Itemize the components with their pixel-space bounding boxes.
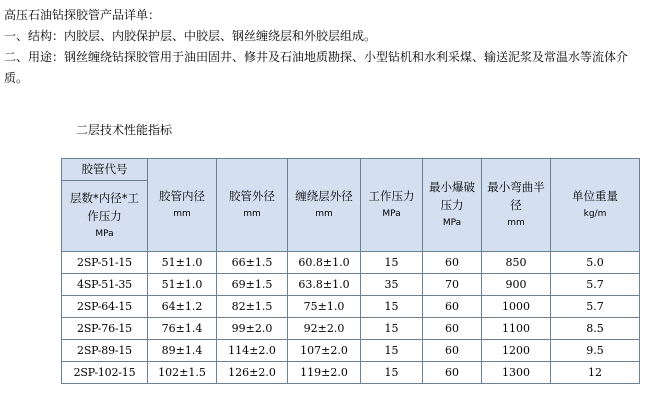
header-bend-radius (482, 159, 551, 252)
cell-burst-pressure: 60 (423, 296, 482, 318)
header-winding-od-unit: mm (315, 209, 333, 219)
intro-structure: 一、结构：内胶层、内胶保护层、中胶层、钢丝缠绕层和外胶层组成。 (4, 29, 377, 43)
header-burst-pressure-label-1: 最小爆破 (429, 180, 475, 194)
header-outer-diameter-unit: mm (243, 209, 261, 219)
header-burst-pressure-unit: MPa (442, 218, 462, 228)
cell-winding-od: 63.8±1.0 (288, 274, 361, 296)
cell-outer-diameter: 114±2.0 (217, 340, 288, 362)
header-bend-radius-label-2: 径 (510, 198, 522, 212)
header-unit-weight-label: 单位重量 (572, 189, 618, 203)
header-outer-diameter-label: 胶管外径 (229, 189, 275, 203)
header-working-pressure-label: 工作压力 (368, 189, 415, 203)
cell-code: 2SP-89-15 (62, 340, 148, 362)
header-winding-od (288, 159, 361, 252)
cell-code: 2SP-102-15 (62, 362, 148, 384)
intro-title: 高压石油钻探胶管产品详单： (4, 8, 161, 22)
table-row (62, 252, 640, 274)
table-caption: 二层技术性能指标 (76, 123, 173, 137)
header-code-sub-unit: MPa (95, 229, 114, 239)
cell-inner-diameter: 76±1.4 (148, 318, 217, 340)
header-code-sub-2: 作压力 (87, 209, 122, 223)
cell-winding-od: 92±2.0 (288, 318, 361, 340)
cell-outer-diameter: 99±2.0 (217, 318, 288, 340)
cell-unit-weight: 5.7 (551, 296, 640, 318)
header-code-sub (62, 181, 148, 252)
header-working-pressure (361, 159, 423, 252)
cell-winding-od: 75±1.0 (288, 296, 361, 318)
header-working-pressure-unit: MPa (382, 209, 401, 219)
table-row (62, 318, 640, 340)
cell-working-pressure: 15 (361, 340, 423, 362)
table-row (62, 340, 640, 362)
cell-working-pressure: 15 (361, 296, 423, 318)
cell-inner-diameter: 51±1.0 (148, 252, 217, 274)
header-winding-od-label: 缠绕层外径 (295, 189, 353, 203)
spec-table (61, 158, 640, 384)
cell-bend-radius: 1000 (482, 296, 551, 318)
cell-bend-radius: 1200 (482, 340, 551, 362)
cell-bend-radius: 1300 (482, 362, 551, 384)
cell-winding-od: 60.8±1.0 (288, 252, 361, 274)
cell-outer-diameter: 66±1.5 (217, 252, 288, 274)
cell-bend-radius: 1100 (482, 318, 551, 340)
cell-burst-pressure: 60 (423, 252, 482, 274)
cell-outer-diameter: 126±2.0 (217, 362, 288, 384)
cell-unit-weight: 5.0 (551, 252, 640, 274)
cell-working-pressure: 15 (361, 318, 423, 340)
header-inner-diameter-unit: mm (173, 209, 191, 219)
cell-inner-diameter: 51±1.0 (148, 274, 217, 296)
cell-code: 4SP-51-35 (62, 274, 148, 296)
cell-unit-weight: 12 (551, 362, 640, 384)
cell-code: 2SP-51-15 (62, 252, 148, 274)
cell-code: 2SP-76-15 (62, 318, 148, 340)
header-code-top: 胶管代号 (62, 159, 148, 181)
cell-winding-od: 107±2.0 (288, 340, 361, 362)
header-bend-radius-unit: mm (507, 218, 525, 228)
cell-bend-radius: 850 (482, 252, 551, 274)
header-bend-radius-label-1: 最小弯曲半 (487, 180, 545, 194)
table-row (62, 296, 640, 318)
header-code-sub-1: 层数*内径*工 (70, 191, 139, 205)
header-unit-weight-unit: kg/m (583, 209, 607, 219)
header-burst-pressure (423, 159, 482, 252)
intro-usage: 二、用途：钢丝缠绕钻探胶管用于油田固井、修井及石油地质勘探、小型钻机和水利采煤、输送泥浆及常温水等流体介质。 (4, 50, 629, 85)
cell-bend-radius: 900 (482, 274, 551, 296)
cell-burst-pressure: 60 (423, 318, 482, 340)
cell-inner-diameter: 64±1.2 (148, 296, 217, 318)
cell-working-pressure: 15 (361, 252, 423, 274)
cell-burst-pressure: 60 (423, 340, 482, 362)
cell-inner-diameter: 89±1.4 (148, 340, 217, 362)
cell-outer-diameter: 82±1.5 (217, 296, 288, 318)
product-intro (4, 5, 650, 89)
header-unit-weight (551, 159, 640, 252)
cell-burst-pressure: 70 (423, 274, 482, 296)
cell-outer-diameter: 69±1.5 (217, 274, 288, 296)
header-burst-pressure-label-2: 压力 (440, 198, 464, 212)
table-row (62, 362, 640, 384)
cell-code: 2SP-64-15 (62, 296, 148, 318)
cell-working-pressure: 35 (361, 274, 423, 296)
cell-unit-weight: 9.5 (551, 340, 640, 362)
header-inner-diameter (148, 159, 217, 252)
cell-working-pressure: 15 (361, 362, 423, 384)
cell-winding-od: 119±2.0 (288, 362, 361, 384)
cell-unit-weight: 5.7 (551, 274, 640, 296)
table-row (62, 274, 640, 296)
cell-burst-pressure: 60 (423, 362, 482, 384)
cell-unit-weight: 8.5 (551, 318, 640, 340)
header-outer-diameter (217, 159, 288, 252)
header-inner-diameter-label: 胶管内径 (159, 189, 205, 203)
cell-inner-diameter: 102±1.5 (148, 362, 217, 384)
